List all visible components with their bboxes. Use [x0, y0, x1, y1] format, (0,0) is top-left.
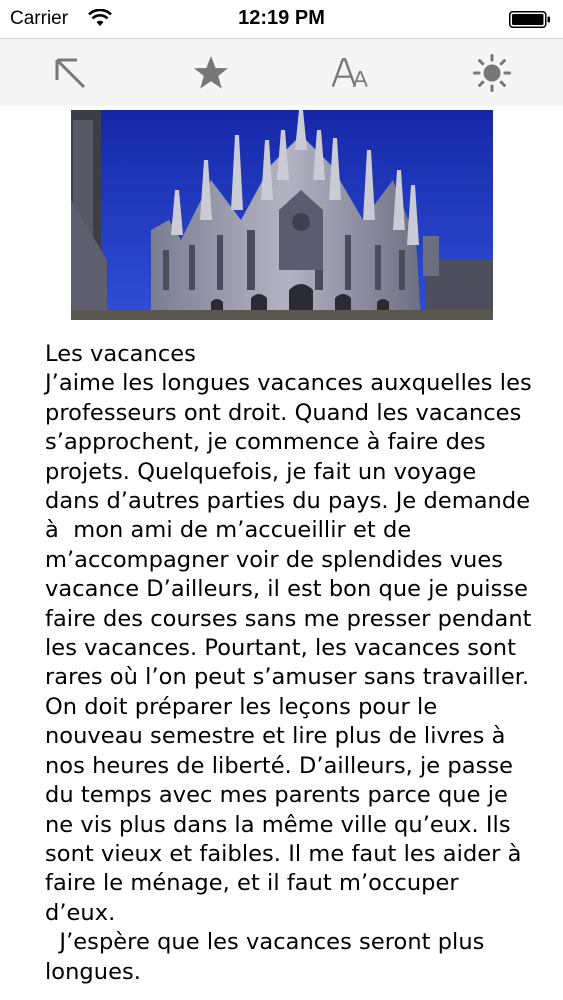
- bookmark-button[interactable]: [191, 53, 231, 93]
- article-body: J’aime les longues vacances auxquelles les professeurs ont droit. Quand les vacances s’approchent, je commence à faire des projets. Quelquefois, je fait un voyage dans d’autres parties du pays. Je demande à mon ami de m’accueillir et de m’accompagner voir de splendides vues vacance D’ailleurs, il est bon que je puisse faire des courses sans me presser pendant les vacances. Pourtant, les vacances sont rares où l’on peut s’amuser sans travailler. On doit préparer les leçons pour le nouveau semestre et lire plus de livres à nos heures de liberté. D’ailleurs, je passe du temps avec mes parents parce que je ne vis plus dans la même ville qu’eux. Ils sont vieux et faibles. Il me faut les aider à faire le ménage, et il faut m’occuper d’eux.: [45, 370, 539, 926]
- brightness-icon: [472, 53, 512, 93]
- article-title: Les vacances: [45, 341, 196, 367]
- status-bar: [0, 0, 563, 38]
- carrier-label: Carrier: [10, 8, 69, 29]
- article-closing: J’espère que les vacances seront plus longues.: [45, 929, 492, 985]
- article-text: [45, 340, 539, 987]
- font-size-button[interactable]: [331, 53, 371, 93]
- back-button[interactable]: [50, 53, 90, 93]
- cathedral-illustration: [71, 110, 493, 320]
- clock: 12:19 PM: [238, 7, 325, 29]
- font-size-icon: [331, 55, 371, 91]
- arrow-up-left-icon: [52, 55, 88, 91]
- battery-icon: [509, 11, 551, 28]
- brightness-button[interactable]: [472, 53, 512, 93]
- star-icon: [192, 54, 230, 92]
- cathedral-photo: [71, 110, 493, 320]
- reader-toolbar: [0, 38, 563, 106]
